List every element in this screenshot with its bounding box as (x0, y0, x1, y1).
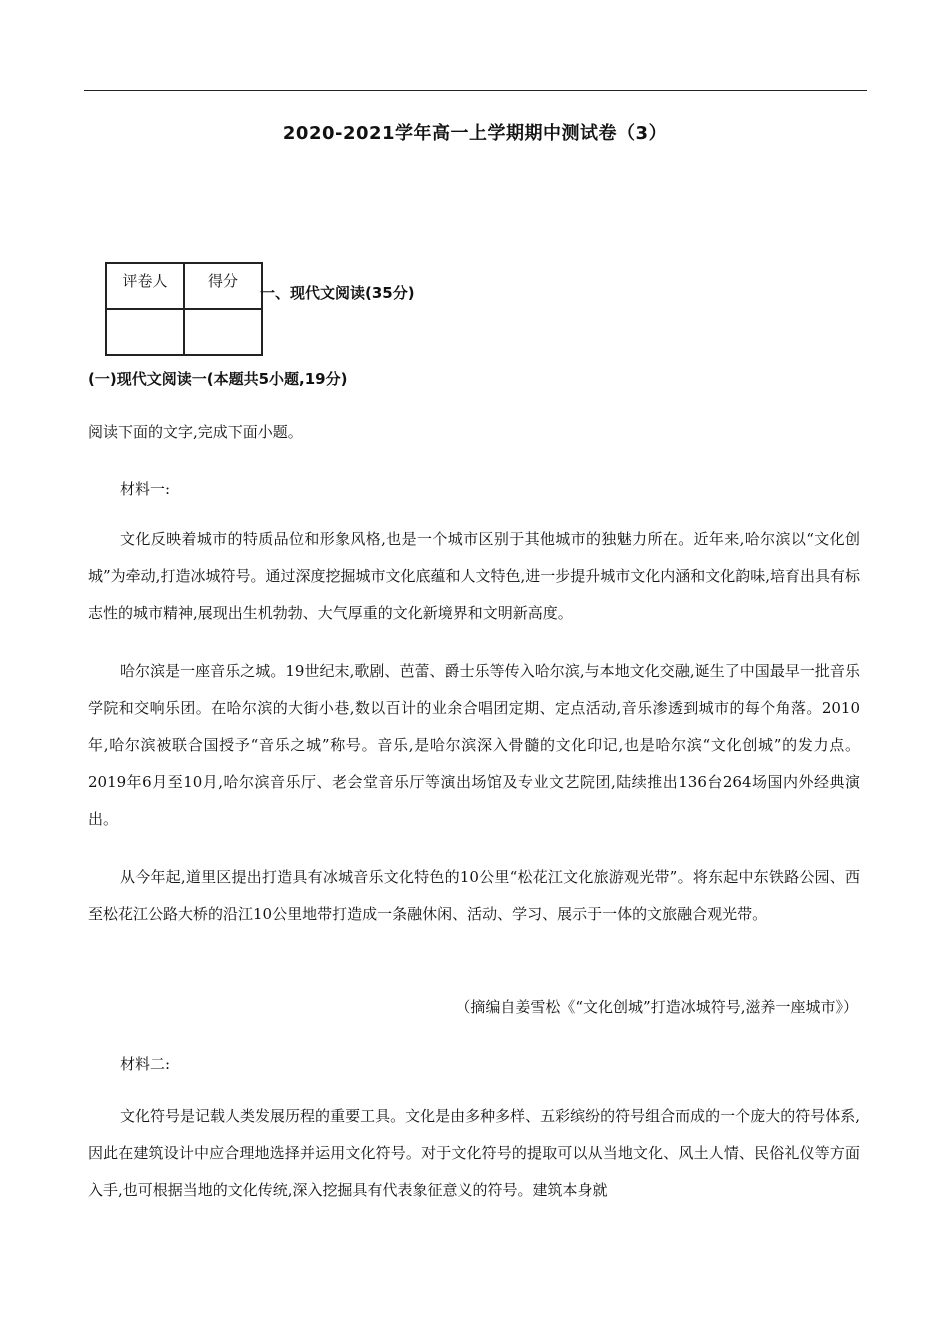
page-title: 2020-2021学年高一上学期期中测试卷（3） (282, 123, 668, 144)
grader-header-cell (106, 263, 184, 309)
score-input-cell (184, 309, 262, 355)
grader-input-cell (106, 309, 184, 355)
grader-label: 评卷人 (122, 272, 168, 290)
grader-table (105, 262, 263, 356)
material1-paragraph-2: 哈尔滨是一座音乐之城。19世纪末,歌剧、芭蕾、爵士乐等传入哈尔滨,与本地文化交融,诞生了中国最早一批音乐学院和交响乐团。在哈尔滨的大街小巷,数以百计的业余合唱团定期、定点活动,音乐渗透到城市的每个角落。2010年,哈尔滨被联合国授予“音乐之城”称号。音乐,是哈尔滨深入骨髓的文化印记,也是哈尔滨“文化创城”的发力点。2019年6月至10月,哈尔滨音乐厅、老会堂音乐厅等演出场馆及专业文艺院团,陆续推出136台264场国内外经典演出。 (88, 662, 860, 828)
material1-paragraph-1: 文化反映着城市的特质品位和形象风格,也是一个城市区别于其他城市的独魅力所在。近年来,哈尔滨以“文化创城”为牵动,打造冰城符号。通过深度挖掘城市文化底蕴和人文特色,进一步提升城市文化内涵和文化韵味,培育出具有标志性的城市精神,展现出生机勃勃、大气厚重的文化新境界和文明新高度。 (88, 530, 860, 622)
material1-paragraph-3: 从今年起,道里区提出打造具有冰城音乐文化特色的10公里“松花江文化旅游观光带”。将东起中东铁路公园、西至松花江公路大桥的沿江10公里地带打造成一条融休闲、活动、学习、展示于一体的文旅融合观光带。 (88, 868, 860, 923)
header-rule (84, 90, 867, 91)
material1-label: 材料一: (120, 480, 171, 498)
subsection-heading: (一)现代文阅读一(本题共5小题,19分) (88, 370, 348, 388)
score-header-cell (184, 263, 262, 309)
material2-paragraph-1: 文化符号是记载人类发展历程的重要工具。文化是由多种多样、五彩缤纷的符号组合而成的一个庞大的符号体系,因此在建筑设计中应合理地选择并运用文化符号。对于文化符号的提取可以从当地文化、风土人情、民俗礼仪等方面入手,也可根据当地的文化传统,深入挖掘具有代表象征意义的符号。建筑本身就 (88, 1107, 860, 1199)
material1-source: （摘编自姜雪松《“文化创城”打造冰城符号,滋养一座城市》） (455, 998, 858, 1016)
material2-label: 材料二: (120, 1055, 171, 1073)
section-heading: 一、现代文阅读(35分) (260, 284, 415, 302)
instruction-text: 阅读下面的文字,完成下面小题。 (88, 423, 303, 441)
score-label: 得分 (207, 272, 238, 290)
